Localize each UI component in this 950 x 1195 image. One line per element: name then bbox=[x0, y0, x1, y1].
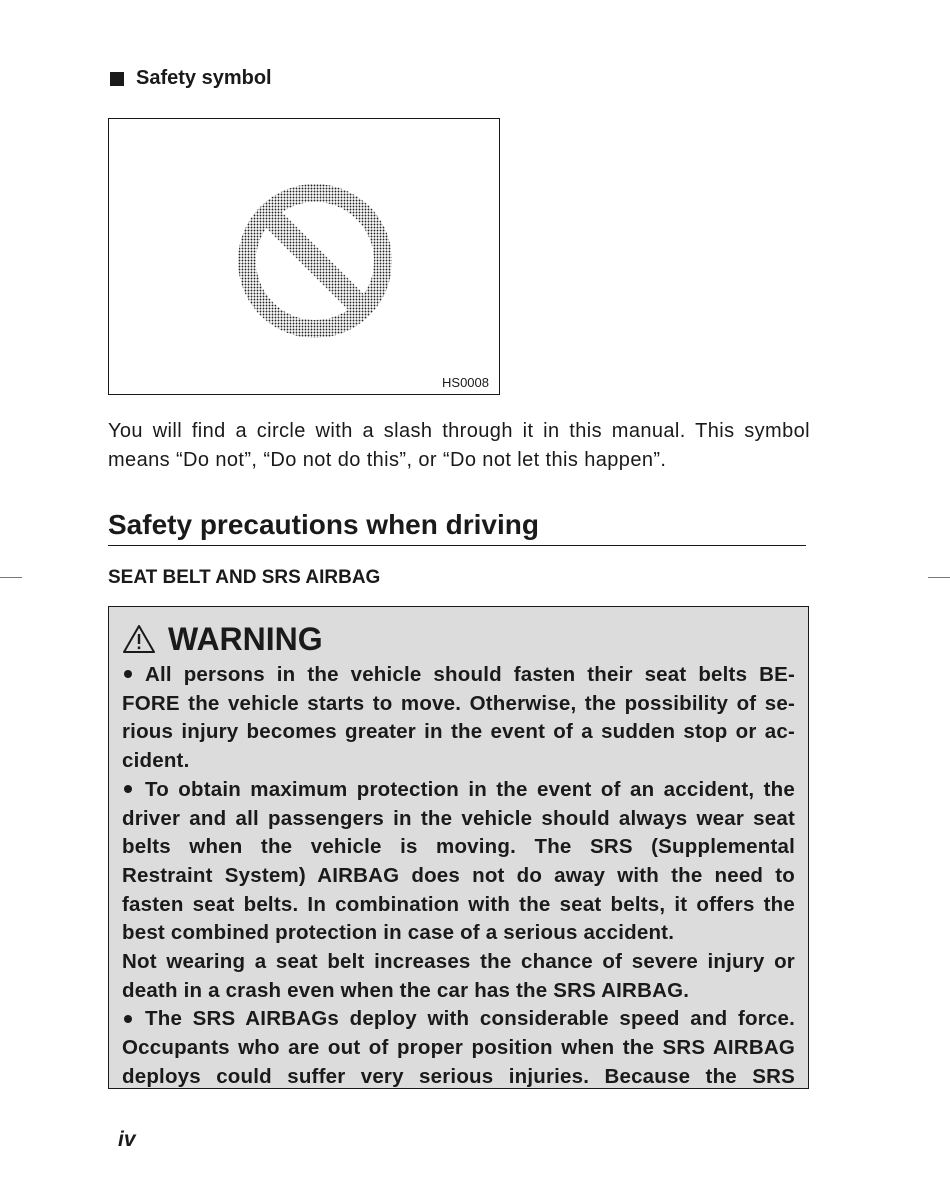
prohibition-circle-slash-icon bbox=[235, 181, 395, 341]
warning-line: Not wearing a seat belt increases the chance of severe injury or bbox=[122, 950, 795, 974]
crop-mark-right bbox=[928, 577, 950, 578]
warning-triangle-icon bbox=[122, 624, 156, 654]
warning-line: fasten seat belts. In combination with the seat belts, it offers the bbox=[122, 892, 795, 916]
paragraph-line: means “Do not”, “Do not do this”, or “Do not let this happen”. bbox=[108, 449, 667, 471]
warning-title bbox=[122, 621, 795, 657]
square-bullet-icon bbox=[110, 72, 124, 86]
bullet-icon bbox=[124, 785, 132, 793]
section-heading: Safety precautions when driving bbox=[108, 509, 806, 546]
page-number: iv bbox=[118, 1128, 136, 1151]
warning-line: Occupants who are out of proper position when the SRS AIRBAG bbox=[122, 1036, 795, 1060]
section-label bbox=[110, 67, 272, 90]
warning-line: cident. bbox=[122, 749, 190, 773]
section-label-text: Safety symbol bbox=[136, 67, 272, 89]
symbol-description bbox=[108, 417, 810, 475]
safety-symbol-figure bbox=[108, 118, 500, 395]
warning-line: rious injury becomes greater in the event of a sudden stop or ac- bbox=[122, 720, 795, 744]
warning-line: driver and all passengers in the vehicle should always wear seat bbox=[122, 806, 795, 830]
warning-title-text: WARNING bbox=[168, 621, 323, 657]
bullet-icon bbox=[124, 670, 132, 678]
paragraph-line: You will find a circle with a slash through it in this manual. This symbol bbox=[108, 420, 810, 442]
subsection-heading: SEAT BELT AND SRS AIRBAG bbox=[108, 567, 381, 588]
warning-line: Restraint System) AIRBAG does not do away with the need to bbox=[122, 863, 795, 887]
figure-code: HS0008 bbox=[442, 375, 489, 390]
warning-text bbox=[122, 661, 795, 1089]
warning-line: To obtain maximum protection in the event of an accident, the bbox=[122, 776, 795, 805]
warning-line: deploys could suffer very serious injuries. Because the SRS bbox=[122, 1064, 795, 1088]
warning-box bbox=[108, 606, 809, 1089]
crop-mark-left bbox=[0, 577, 22, 578]
warning-line: best combined protection in case of a serious accident. bbox=[122, 921, 675, 945]
warning-line: All persons in the vehicle should fasten their seat belts BE- bbox=[122, 661, 795, 690]
warning-line: death in a crash even when the car has the SRS AIRBAG. bbox=[122, 978, 690, 1002]
warning-line: FORE the vehicle starts to move. Otherwise, the possibility of se- bbox=[122, 691, 795, 715]
warning-line: belts when the vehicle is moving. The SRS (Supplemental bbox=[122, 835, 795, 859]
bullet-icon bbox=[124, 1015, 132, 1023]
warning-line: The SRS AIRBAGs deploy with considerable speed and force. bbox=[122, 1005, 795, 1034]
